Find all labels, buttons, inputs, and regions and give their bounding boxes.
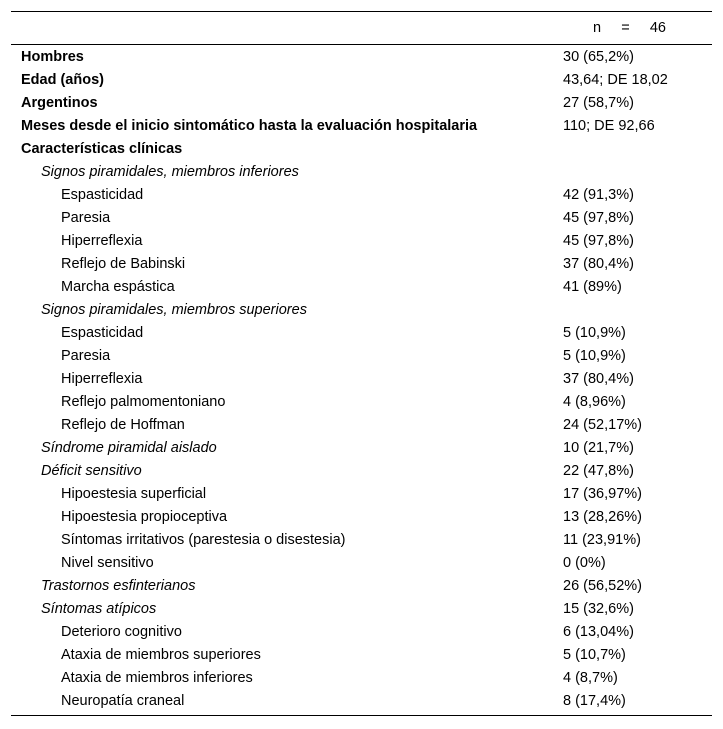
table-row bbox=[11, 253, 712, 276]
table-row bbox=[11, 138, 712, 161]
table-row bbox=[11, 230, 712, 253]
row-value: 30 (65,2%) bbox=[563, 49, 634, 65]
row-value: 22 (47,8%) bbox=[563, 463, 634, 479]
table-row bbox=[11, 529, 712, 552]
row-value: 4 (8,96%) bbox=[563, 394, 626, 410]
row-label: Trastornos esfinterianos bbox=[41, 578, 196, 594]
row-label: Espasticidad bbox=[61, 325, 144, 341]
table-row bbox=[11, 598, 712, 621]
row-value: 15 (32,6%) bbox=[563, 601, 634, 617]
table-row bbox=[11, 552, 712, 575]
clinical-characteristics-table bbox=[11, 11, 712, 716]
row-label: Signos piramidales, miembros superiores bbox=[41, 302, 307, 318]
row-value: 0 (0%) bbox=[563, 555, 606, 571]
row-value: 5 (10,9%) bbox=[563, 325, 626, 341]
table-row bbox=[11, 575, 712, 598]
table-row bbox=[11, 115, 712, 138]
row-value: 5 (10,9%) bbox=[563, 348, 626, 364]
row-value: 43,64; DE 18,02 bbox=[563, 72, 668, 88]
table-row bbox=[11, 69, 712, 92]
row-label: Argentinos bbox=[21, 95, 98, 111]
row-value: 11 (23,91%) bbox=[563, 532, 641, 548]
row-label: Neuropatía craneal bbox=[61, 693, 185, 709]
table-row bbox=[11, 322, 712, 345]
table-header bbox=[11, 12, 712, 45]
table-row bbox=[11, 184, 712, 207]
row-label: Síntomas atípicos bbox=[41, 601, 157, 617]
table-row bbox=[11, 437, 712, 460]
row-value: 45 (97,8%) bbox=[563, 210, 634, 226]
row-value: 17 (36,97%) bbox=[563, 486, 642, 502]
row-value: 26 (56,52%) bbox=[563, 578, 642, 594]
row-label: Síntomas irritativos (parestesia o disestesia) bbox=[61, 532, 346, 548]
row-label: Edad (años) bbox=[21, 72, 104, 88]
row-label: Hombres bbox=[21, 49, 84, 65]
table-row bbox=[11, 207, 712, 230]
row-value: 37 (80,4%) bbox=[563, 371, 634, 387]
table-row bbox=[11, 161, 712, 184]
row-label: Signos piramidales, miembros inferiores bbox=[41, 164, 299, 180]
table-row bbox=[11, 690, 712, 713]
table-row bbox=[11, 644, 712, 667]
table-row bbox=[11, 46, 712, 69]
row-value: 110; DE 92,66 bbox=[563, 118, 655, 134]
table-row bbox=[11, 506, 712, 529]
row-value: 4 (8,7%) bbox=[563, 670, 618, 686]
table-row bbox=[11, 391, 712, 414]
row-value: 8 (17,4%) bbox=[563, 693, 626, 709]
row-label: Deterioro cognitivo bbox=[61, 624, 182, 640]
table-row bbox=[11, 299, 712, 322]
row-value: 42 (91,3%) bbox=[563, 187, 634, 203]
n-label: n bbox=[593, 20, 602, 36]
row-label: Hipoestesia propioceptiva bbox=[61, 509, 228, 525]
row-value: 24 (52,17%) bbox=[563, 417, 642, 433]
table-row bbox=[11, 276, 712, 299]
table-row bbox=[11, 92, 712, 115]
row-label: Ataxia de miembros superiores bbox=[61, 647, 261, 663]
row-label: Ataxia de miembros inferiores bbox=[61, 670, 253, 686]
sample-size-header bbox=[593, 20, 666, 36]
row-label: Paresia bbox=[61, 348, 111, 364]
table-row bbox=[11, 460, 712, 483]
row-value: 5 (10,7%) bbox=[563, 647, 626, 663]
row-value: 13 (28,26%) bbox=[563, 509, 642, 525]
row-value: 45 (97,8%) bbox=[563, 233, 634, 249]
table-row bbox=[11, 621, 712, 644]
row-label: Meses desde el inicio sintomático hasta la evaluación hospitalaria bbox=[21, 118, 478, 134]
row-label: Síndrome piramidal aislado bbox=[41, 440, 217, 456]
table-body bbox=[11, 45, 712, 715]
row-label: Hiperreflexia bbox=[61, 371, 143, 387]
row-value: 41 (89%) bbox=[563, 279, 622, 295]
table-row bbox=[11, 368, 712, 391]
row-label: Nivel sensitivo bbox=[61, 555, 154, 571]
row-label: Características clínicas bbox=[21, 141, 183, 157]
n-value: 46 bbox=[649, 20, 666, 36]
table-row bbox=[11, 345, 712, 368]
table-row bbox=[11, 667, 712, 690]
row-value: 10 (21,7%) bbox=[563, 440, 634, 456]
row-label: Hipoestesia superficial bbox=[61, 486, 207, 502]
row-value: 27 (58,7%) bbox=[563, 95, 634, 111]
row-label: Marcha espástica bbox=[61, 279, 175, 295]
row-value: 6 (13,04%) bbox=[563, 624, 634, 640]
row-label: Reflejo de Babinski bbox=[61, 256, 186, 272]
row-label: Paresia bbox=[61, 210, 111, 226]
row-label: Reflejo palmomentoniano bbox=[61, 394, 226, 410]
row-label: Hiperreflexia bbox=[61, 233, 143, 249]
table-row bbox=[11, 483, 712, 506]
equals-sign: = bbox=[621, 20, 630, 36]
row-label: Déficit sensitivo bbox=[41, 463, 142, 479]
row-value: 37 (80,4%) bbox=[563, 256, 634, 272]
row-label: Reflejo de Hoffman bbox=[61, 417, 185, 433]
table-row bbox=[11, 414, 712, 437]
row-label: Espasticidad bbox=[61, 187, 144, 203]
